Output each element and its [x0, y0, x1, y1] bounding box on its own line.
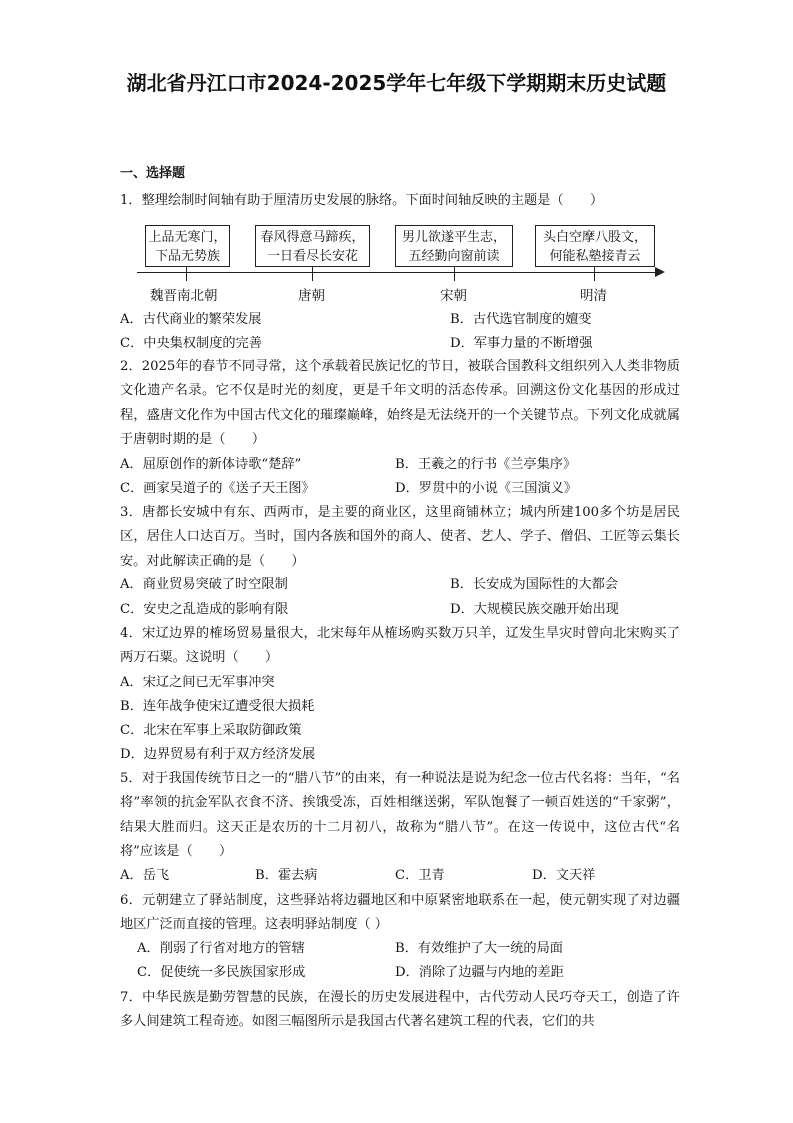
timeline-box-4-line2: 何能私塾接青云 [549, 249, 641, 264]
section-heading: 一、选择题 [120, 166, 186, 181]
timeline-tick [454, 273, 455, 281]
timeline-box-3-line1: 男儿欲遂平生志， [401, 230, 506, 245]
timeline-box-2-line1: 春风得意马蹄疾， [260, 230, 365, 245]
timeline-label-1: 魏晋南北朝 [150, 288, 218, 304]
timeline-tick [312, 273, 313, 281]
q2-option-d: D．罗贯中的小说《三国演义》 [395, 481, 578, 496]
question-5-stem: 5．对于我国传统节日之一的“腊八节”的由来，有一种说法是说为纪念一位古代名将：当年，“名将”率领的抗金军队衣食不济、挨饿受冻，百姓相继送粥，军队饱餐了一顿百姓送的“千家粥”，结果大胜而归。这天正是农历的十二月初八，故称为“腊八节”。在这一传说中，这位古代“名将”应该是（ ） [120, 771, 680, 860]
timeline-box-4 [535, 225, 655, 267]
question-2-stem: 2．2025年的春节不同寻常，这个承载着民族记忆的节日，被联合国教科文组织列入人类非物质文化遗产名录。它不仅是时光的刻度，更是千年文明的活态传承。回溯这份文化基因的形成过程，盛唐文化作为中国古代文化的璀璨巅峰，始终是无法绕开的一个关键节点。下列文化成就属于唐朝时期的是（ ） [120, 359, 680, 448]
question-7-stem: 7．中华民族是勤劳智慧的民族，在漫长的历史发展进程中，古代劳动人民巧夺天工，创造了许多人间建筑工程奇迹。如图三幅图所示是我国古代著名建筑工程的代表，它们的共 [120, 990, 680, 1030]
q4-option-d: D．边界贸易有利于双方经济发展 [120, 747, 316, 762]
q6-option-d: D．消除了边疆与内地的差距 [395, 965, 564, 980]
question-1-stem: 1．整理绘制时间轴有助于厘清历史发展的脉络。下面时间轴反映的主题是（ ） [120, 193, 604, 208]
q4-option-b: B．连年战争使宋辽遭受很大损耗 [120, 699, 315, 714]
question-3-stem: 3．唐都长安城中有东、西两市，是主要的商业区，这里商铺林立；城内所建100多个坊是居民区，居住人口达百万。当时，国内各族和国外的商人、使者、艺人、学子、僧侣、工匠等云集长安。对此解读正确的是（ ） [120, 505, 680, 569]
q1-option-d: D．军事力量的不断增强 [450, 336, 593, 351]
timeline-tick [594, 273, 595, 281]
q5-option-c: C．卫青 [395, 868, 445, 883]
q6-option-c: C．促使统一多民族国家形成 [137, 965, 306, 980]
timeline-box-3 [395, 225, 513, 267]
q1-option-a: A．古代商业的繁荣发展 [120, 312, 262, 327]
page-title: 湖北省丹江口市2024-2025学年七年级下学期期末历史试题 [126, 71, 667, 95]
question-6-stem: 6．元朝建立了驿站制度，这些驿站将边疆地区和中原紧密地联系在一起，使元朝实现了对边疆地区广泛而直接的管理。这表明驿站制度（ ） [120, 893, 680, 933]
q3-option-a: A．商业贸易突破了时空限制 [120, 577, 288, 592]
timeline-label-3: 宋朝 [440, 288, 467, 304]
timeline-arrow [655, 267, 665, 277]
timeline-box-2 [255, 225, 370, 267]
q5-option-a: A．岳飞 [120, 868, 170, 883]
q2-option-c: C．画家吴道子的《送子天王图》 [120, 481, 315, 496]
q3-option-b: B．长安成为国际性的大都会 [450, 577, 618, 592]
q3-option-d: D．大规模民族交融开始出现 [450, 602, 619, 617]
timeline-box-2-line2: 一日看尽长安花 [266, 249, 358, 264]
timeline-box-1-line2: 下品无势族 [154, 249, 220, 264]
q5-option-d: D．文天祥 [532, 868, 596, 883]
timeline-tick [186, 273, 187, 281]
q1-option-b: B．古代选官制度的嬗变 [450, 312, 592, 327]
q4-option-a: A．宋辽之间已无军事冲突 [120, 675, 275, 690]
timeline-box-3-line2: 五经勤向窗前读 [408, 249, 500, 264]
q3-option-c: C．安史之乱造成的影响有限 [120, 602, 289, 617]
timeline-axis [137, 272, 657, 273]
timeline-label-4: 明清 [580, 288, 607, 304]
q1-option-c: C．中央集权制度的完善 [120, 336, 262, 351]
q6-option-a: A．削弱了行省对地方的管辖 [137, 941, 305, 956]
q6-option-b: B．有效维护了大一统的局面 [395, 941, 563, 956]
q4-option-c: C．北宋在军事上采取防御政策 [120, 723, 302, 738]
timeline-box-1 [145, 225, 230, 267]
timeline-box-4-line1: 头白空摩八股文， [542, 230, 647, 245]
timeline-label-2: 唐朝 [298, 288, 325, 304]
q5-option-b: B．霍去病 [255, 868, 318, 883]
timeline-box-1-line1: 上品无寒门， [148, 230, 227, 245]
question-4-stem: 4．宋辽边界的榷场贸易量很大，北宋每年从榷场购买数万只羊，辽发生旱灾时曾向北宋购买了两万石粟。这说明（ ） [120, 626, 680, 666]
q2-option-a: A．屈原创作的新体诗歌“楚辞” [120, 457, 302, 472]
q2-option-b: B．王羲之的行书《兰亭集序》 [395, 457, 577, 472]
